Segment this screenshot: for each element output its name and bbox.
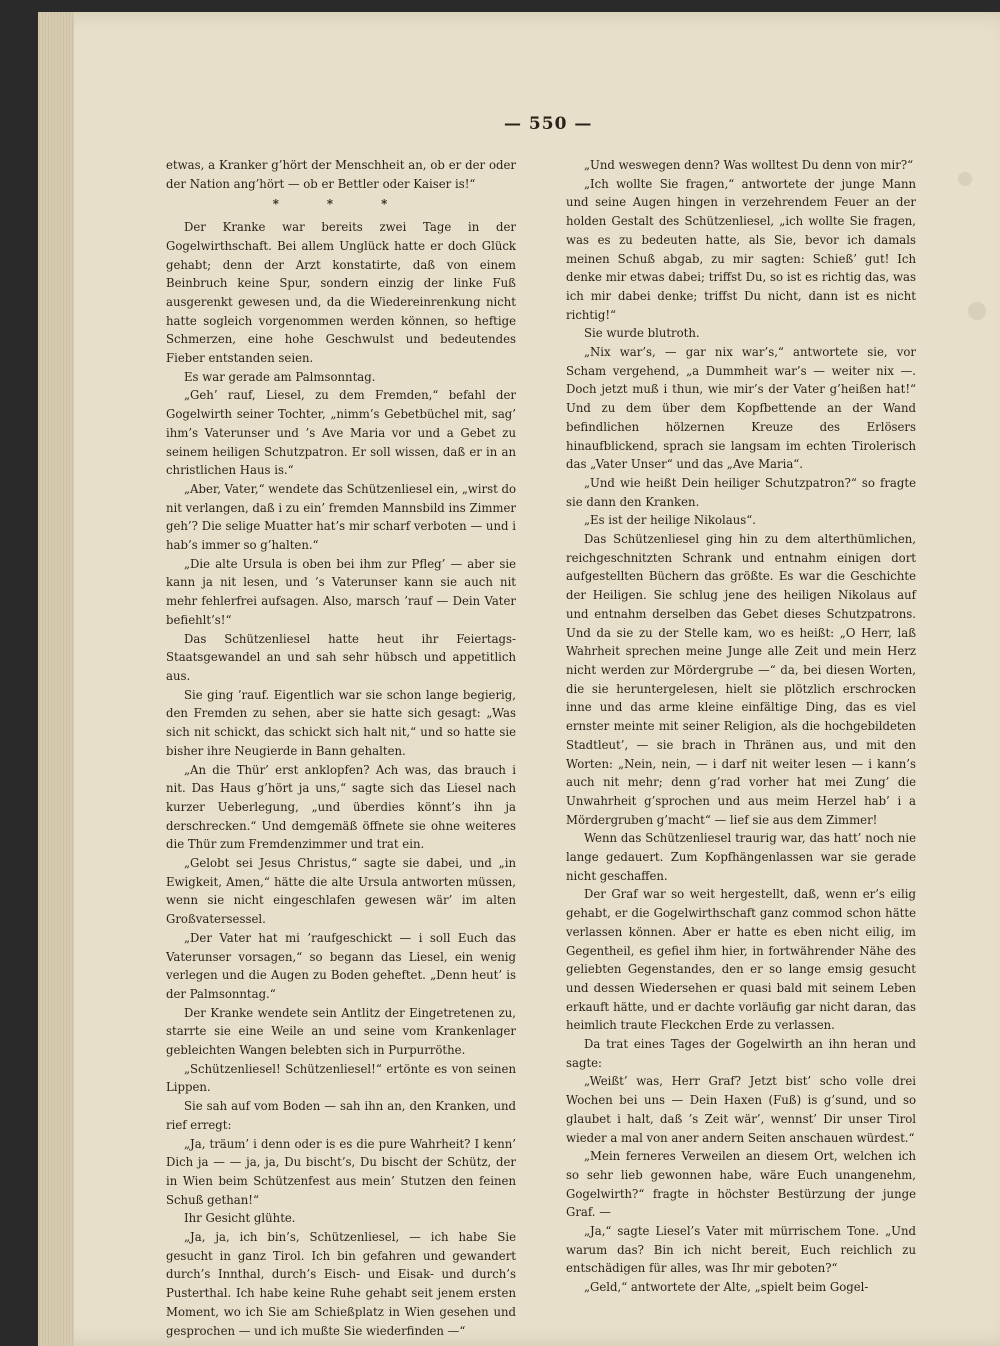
foxing-spot	[968, 302, 986, 320]
paragraph: Das Schützenliesel ging hin zu dem alterthümlichen, reichgeschnitzten Schrank und entnahm einigen dort aufgestellten Büchern das größte. Es war die Geschichte der Heiligen. Sie schlug jene des heiligen Nikolaus auf und entnahm derselben das Gebet dieses Schutzpatrons. Und da sie zu der Stelle kam, wo es heißt: „O Herr, laß Wahrheit sprechen meine Junge alle Zeit und mein Herz nicht werden zur Mördergrube —“ da, bei diesen Worten, die sie heruntergelesen, hielt sie plötzlich erschrocken inne und das arme kleine einfältige Ding, das es viel ernster meinte mit seiner Religion, als die hochgebildeten Stadtleut’, — sie brach in Thränen aus, und mit den Worten: „Nein, nein, — i darf nit weiter lesen — i kann’s auch nit mehr; denn g’rad vorher hat mei Zung’ die Unwahrheit g’sprochen und aus meim Herzel hab’ i a Mördergruben g’macht“ — lief sie aus dem Zimmer!	[566, 532, 916, 827]
paragraph: „Die alte Ursula is oben bei ihm zur Pfleg’ — aber sie kann ja nit lesen, und ’s Vaterunser kann sie auch nit mehr fehlerfrei aufsagen. Also, marsch ’rauf — Dein Vater befiehlt’s!“	[166, 556, 516, 627]
paragraph: „Und weswegen denn? Was wolltest Du denn von mir?“	[584, 158, 914, 172]
paragraph: Sie wurde blutroth.	[584, 326, 700, 341]
paragraph: etwas, a Kranker g’hört der Menschheit an, ob er der oder der Nation ang’hört — ob er Bettler oder Kaiser is!“	[166, 158, 516, 191]
paragraph: Sie sah auf vom Boden — sah ihn an, den Kranken, und rief erregt:	[166, 1099, 516, 1132]
paragraph: Der Kranke war bereits zwei Tage in der Gogelwirthschaft. Bei allem Unglück hatte er doch Glück gehabt; denn der Arzt konstatirte, daß von einem Beinbruch keine Spur, sondern einzig der linke Fuß ausgerenkt gewesen und, da die Wiedereinrenkung nicht hatte sogleich vorgenommen werden können, so heftige Schmerzen, eine hohe Geschwulst und bedeutendes Fieber entstanden seien.	[166, 220, 516, 366]
paragraph: Da trat eines Tages der Gogelwirth an ihn heran und sagte:	[566, 1037, 916, 1070]
page-gutter	[38, 12, 74, 1346]
foxing-spot	[958, 172, 972, 186]
paragraph: „Geld,“ antwortete der Alte, „spielt beim Gogel-	[584, 1280, 869, 1295]
book-page	[38, 12, 1000, 1346]
page-number: — 550 —	[504, 114, 593, 134]
paragraph: „An die Thür’ erst anklopfen? Ach was, das brauch i nit. Das Haus g’hört ja uns,“ sagte sich das Liesel nach kurzer Ueberlegung, „und überdies könnt’s ihn ja derschrecken.“ Und demgemäß öffnete sie ohne weiteres die Thür zum Fremdenzimmer und trat ein.	[166, 762, 516, 852]
paragraph: „Aber, Vater,“ wendete das Schützenliesel ein, „wirst do nit verlangen, daß i zu ein’ fremden Mannsbild ins Zimmer geh’? Die selige Muatter hat’s mir scharf verboten — und i hab’s immer so g’halten.“	[166, 481, 517, 553]
paragraph: Es war gerade am Palmsonntag.	[184, 369, 376, 384]
paragraph: „Ja,“ sagte Liesel’s Vater mit mürrischem Tone. „Und warum das? Bin ich nicht bereit, Euch reichlich zu entschädigen für alles, was Ihr mir geboten?“	[566, 1224, 916, 1276]
paragraph: „Und wie heißt Dein heiliger Schutzpatron?“ so fragte sie dann den Kranken.	[566, 475, 916, 509]
paragraph: „Mein ferneres Verweilen an diesem Ort, welchen ich so sehr lieb gewonnen habe, wäre Euch unangenehm, Gogelwirth?“ fragte in höchster Bestürzung der junge Graf. —	[566, 1149, 916, 1220]
paragraph: Der Graf war so weit hergestellt, daß, wenn er’s eilig gehabt, er die Gogelwirthschaft ganz commod schon hätte verlassen können. Aber er hatte es eben nicht eilig, im Gegentheil, es gefiel ihm hier, in fortwährender Nähe des geliebten Gegenstandes, den er so lange emsig gesucht und dessen Wiedersehen er quasi bald mit seinem Leben erkauft hätte, und er dachte vorläufig gar nicht daran, das heimlich traute Fleckchen Erde zu verlassen.	[566, 887, 916, 1033]
paragraph: „Geh’ rauf, Liesel, zu dem Fremden,“ befahl der Gogelwirth seiner Tochter, „nimm’s Gebetbüchel mit, sag’ ihm’s Vaterunser und ’s Ave Maria vor und a Gebet zu seinem heiligen Schutzpatron. Er soll wissen, daß er in an christlichen Haus is.“	[166, 388, 516, 478]
paragraph: „Es ist der heilige Nikolaus“.	[584, 513, 756, 528]
text-column-left	[166, 156, 516, 1340]
paragraph: „Ja, ja, ich bin’s, Schützenliesel, — ich habe Sie gesucht in ganz Tirol. Ich bin gefahren und gewandert durch’s Innthal, durch’s Eisch- und Eisak- und durch’s Pusterthal. Ich habe keine Ruhe gehabt seit jenem ersten Moment, wo ich Sie am Schießplatz in Wien gesehen und gesprochen — und ich mußte Sie wiederfinden —“	[166, 1230, 516, 1338]
paragraph: „Nix war’s, — gar nix war’s,“ antwortete sie, vor Scham vergehend, „a Dummheit war’s — weiter nix —. Doch jetzt muß i thun, wie mir’s der Vater g’heißen hat!“ Und zu dem über dem Kopfbettende an der Wand befindlichen hölzernen Kreuze des Erlösers hinaufblickend, sprach sie langsam im echten Tirolerisch das „Vater Unser“ und das „Ave Maria“.	[566, 345, 916, 472]
section-separator: * * *	[272, 197, 410, 212]
paragraph: Der Kranke wendete sein Antlitz der Eingetretenen zu, starrte sie eine Weile an und seine vom Krankenlager gebleichten Wangen belebten sich in Purpurröthe.	[166, 1005, 516, 1058]
paragraph: Das Schützenliesel hatte heut ihr Feiertags-Staatsgewandel an und sah sehr hübsch und appetitlich aus.	[166, 631, 516, 683]
paragraph: Ihr Gesicht glühte.	[184, 1211, 296, 1226]
paragraph: „Ja, träum’ i denn oder is es die pure Wahrheit? I kenn’ Dich ja — — ja, ja, Du bischt’s, Du bischt der Schütz, der in Wien beim Schützenfest aus mein’ Stutzen den feinen Schuß gethan!“	[166, 1136, 516, 1207]
paragraph: Sie ging ’rauf. Eigentlich war sie schon lange begierig, den Fremden zu sehen, aber sie hatte sich gesagt: „Was sich nit schickt, das schickt sich halt nit,“ und so hatte sie bisher ihre Neugierde in Bann gehalten.	[166, 687, 516, 758]
paragraph: „Schützenliesel! Schützenliesel!“ ertönte es von seinen Lippen.	[166, 1061, 516, 1095]
paragraph: „Gelobt sei Jesus Christus,“ sagte sie dabei, und „in Ewigkeit, Amen,“ hätte die alte Ursula antworten müssen, wenn sie nicht eingeschlafen gewesen wär’ im alten Großvatersessel.	[166, 856, 516, 927]
text-column-right	[566, 156, 916, 1297]
paragraph: „Ich wollte Sie fragen,“ antwortete der junge Mann und seine Augen hingen in verzehrendem Feuer an der holden Gestalt des Schützenliesel, „ich wollte Sie fragen, was es zu bedeuten hatte, als Sie, bevor ich damals meinen Schuß abgab, zu mir sagten: Schieß’ gut! Ich denke mir etwas dabei; triffst Du, so ist es richtig das, was ich mir dabei denke; triffst Du nicht, dann ist es nicht richtig!“	[566, 176, 916, 322]
paragraph: „Weißt’ was, Herr Graf? Jetzt bist’ scho volle drei Wochen bei uns — Dein Haxen (Fuß) is g’sund, und so glaubet i halt, daß ’s Zeit wär’, wennst’ Dir unser Tirol wieder a mal von aner andern Seiten anschauen würdest.“	[566, 1074, 916, 1145]
paragraph: „Der Vater hat mi ’raufgeschickt — i soll Euch das Vaterunser vorsagen,“ so begann das Liesel, ein wenig verlegen und die Augen zu Boden geheftet. „Denn heut’ is der Palmsonntag.“	[166, 930, 516, 1001]
paragraph: Wenn das Schützenliesel traurig war, das hatt’ noch nie lange gedauert. Zum Kopfhängenlassen war sie gerade nicht geschaffen.	[566, 831, 916, 883]
